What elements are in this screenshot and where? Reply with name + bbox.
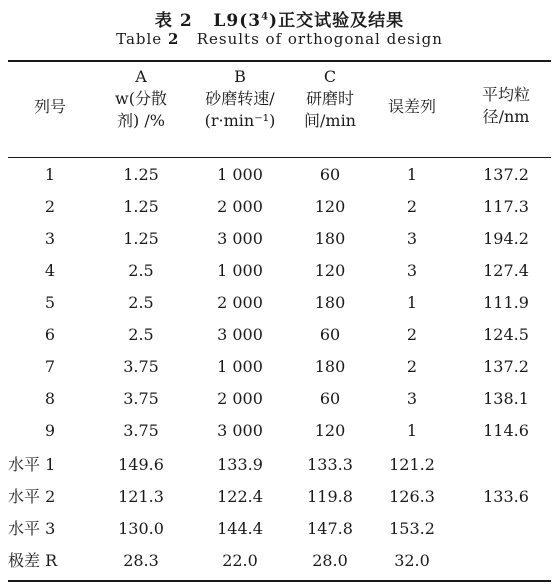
summary-row <box>0 513 559 545</box>
cell-a: 1.25 <box>123 197 159 216</box>
cell-c: 60 <box>319 389 341 408</box>
header-col-number: 列号 <box>33 97 66 116</box>
cell-b: 2 000 <box>217 293 263 312</box>
cell-error: 2 <box>406 197 418 216</box>
cell-b: 3 000 <box>217 325 263 344</box>
cell-c: 60 <box>319 165 341 184</box>
cell-a: 2.5 <box>128 293 154 312</box>
summary-a: 121.3 <box>118 487 164 506</box>
row-number: 5 <box>44 293 56 312</box>
header-col-error: 误差列 <box>387 97 436 116</box>
summary-a: 28.3 <box>123 551 159 570</box>
cell-mean-size: 138.1 <box>483 389 529 408</box>
header-col-b: B 砂磨转速/ (r·min⁻¹) <box>204 67 276 130</box>
cell-c: 60 <box>319 325 341 344</box>
row-number: 3 <box>44 229 56 248</box>
row-number: 6 <box>44 325 56 344</box>
header-col-c: C 研磨时 间/min <box>304 67 356 130</box>
design-exponent: 4 <box>261 11 270 23</box>
cell-c: 180 <box>314 229 346 248</box>
cell-a: 3.75 <box>123 357 159 376</box>
table-row <box>0 415 559 447</box>
cell-error: 1 <box>406 293 418 312</box>
summary-label: 水平 3 <box>8 519 56 538</box>
row-number: 7 <box>44 357 56 376</box>
summary-a: 149.6 <box>118 455 164 474</box>
top-rule <box>8 60 551 62</box>
cell-a: 3.75 <box>123 421 159 440</box>
summary-c: 147.8 <box>307 519 353 538</box>
row-number: 9 <box>44 421 56 440</box>
design-label: L9(3 <box>213 11 262 31</box>
row-number: 2 <box>44 197 56 216</box>
cell-c: 120 <box>314 421 346 440</box>
title-text-cn: )正交试验及结果 <box>269 11 405 31</box>
cell-c: 120 <box>314 261 346 280</box>
table-row <box>0 191 559 223</box>
summary-row <box>0 545 559 577</box>
summary-b: 22.0 <box>222 551 258 570</box>
summary-label: 极差 R <box>8 551 58 570</box>
summary-c: 119.8 <box>307 487 353 506</box>
table-title-en <box>0 30 559 48</box>
cell-b: 3 000 <box>217 229 263 248</box>
cell-error: 1 <box>406 421 418 440</box>
cell-b: 3 000 <box>217 421 263 440</box>
table-number-en: 2 <box>167 30 180 48</box>
table-row <box>0 383 559 415</box>
summary-row <box>0 481 559 513</box>
cell-error: 2 <box>406 357 418 376</box>
summary-c: 133.3 <box>307 455 353 474</box>
cell-mean-size: 194.2 <box>483 229 529 248</box>
summary-label: 水平 1 <box>8 455 56 474</box>
cell-a: 1.25 <box>123 229 159 248</box>
row-number: 4 <box>44 261 56 280</box>
summary-b: 133.9 <box>217 455 263 474</box>
cell-a: 2.5 <box>128 325 154 344</box>
cell-a: 2.5 <box>128 261 154 280</box>
cell-a: 1.25 <box>123 165 159 184</box>
cell-mean-size: 117.3 <box>483 197 529 216</box>
header-col-mean-size: 平均粒 径/nm <box>481 85 530 126</box>
cell-mean-size: 114.6 <box>483 421 529 440</box>
cell-error: 2 <box>406 325 418 344</box>
table-title-cn <box>0 6 559 31</box>
cell-b: 2 000 <box>217 389 263 408</box>
header-col-a: A w(分散 剂) /% <box>115 67 167 130</box>
table-row <box>0 351 559 383</box>
cell-c: 120 <box>314 197 346 216</box>
summary-c: 28.0 <box>312 551 348 570</box>
summary-b: 144.4 <box>217 519 263 538</box>
cell-error: 3 <box>406 229 418 248</box>
cell-c: 180 <box>314 357 346 376</box>
summary-b: 122.4 <box>217 487 263 506</box>
table-row <box>0 223 559 255</box>
cell-b: 2 000 <box>217 197 263 216</box>
summary-error: 153.2 <box>389 519 435 538</box>
cell-mean-size: 137.2 <box>483 357 529 376</box>
summary-a: 130.0 <box>118 519 164 538</box>
table-row <box>0 319 559 351</box>
cell-mean-size: 127.4 <box>483 261 529 280</box>
summary-error: 126.3 <box>389 487 435 506</box>
cell-error: 3 <box>406 389 418 408</box>
overall-mean-size: 133.6 <box>483 487 529 506</box>
summary-error: 32.0 <box>394 551 430 570</box>
cell-mean-size: 137.2 <box>483 165 529 184</box>
cell-b: 1 000 <box>217 261 263 280</box>
cell-a: 3.75 <box>123 389 159 408</box>
summary-label: 水平 2 <box>8 487 56 506</box>
summary-error: 121.2 <box>389 455 435 474</box>
summary-row <box>0 449 559 481</box>
row-number: 1 <box>44 165 56 184</box>
cell-error: 3 <box>406 261 418 280</box>
cell-c: 180 <box>314 293 346 312</box>
cell-mean-size: 111.9 <box>483 293 529 312</box>
cell-b: 1 000 <box>217 165 263 184</box>
title-text-en: Results of orthogonal design <box>196 30 443 48</box>
row-number: 8 <box>44 389 56 408</box>
table-word-en: Table <box>116 30 163 48</box>
cell-error: 1 <box>406 165 418 184</box>
header-rule <box>8 157 551 158</box>
cell-b: 1 000 <box>217 357 263 376</box>
cell-mean-size: 124.5 <box>483 325 529 344</box>
table-row <box>0 287 559 319</box>
table-number-cn: 表 2 <box>154 11 193 31</box>
table-row <box>0 255 559 287</box>
table-row <box>0 159 559 191</box>
bottom-rule <box>8 580 551 582</box>
